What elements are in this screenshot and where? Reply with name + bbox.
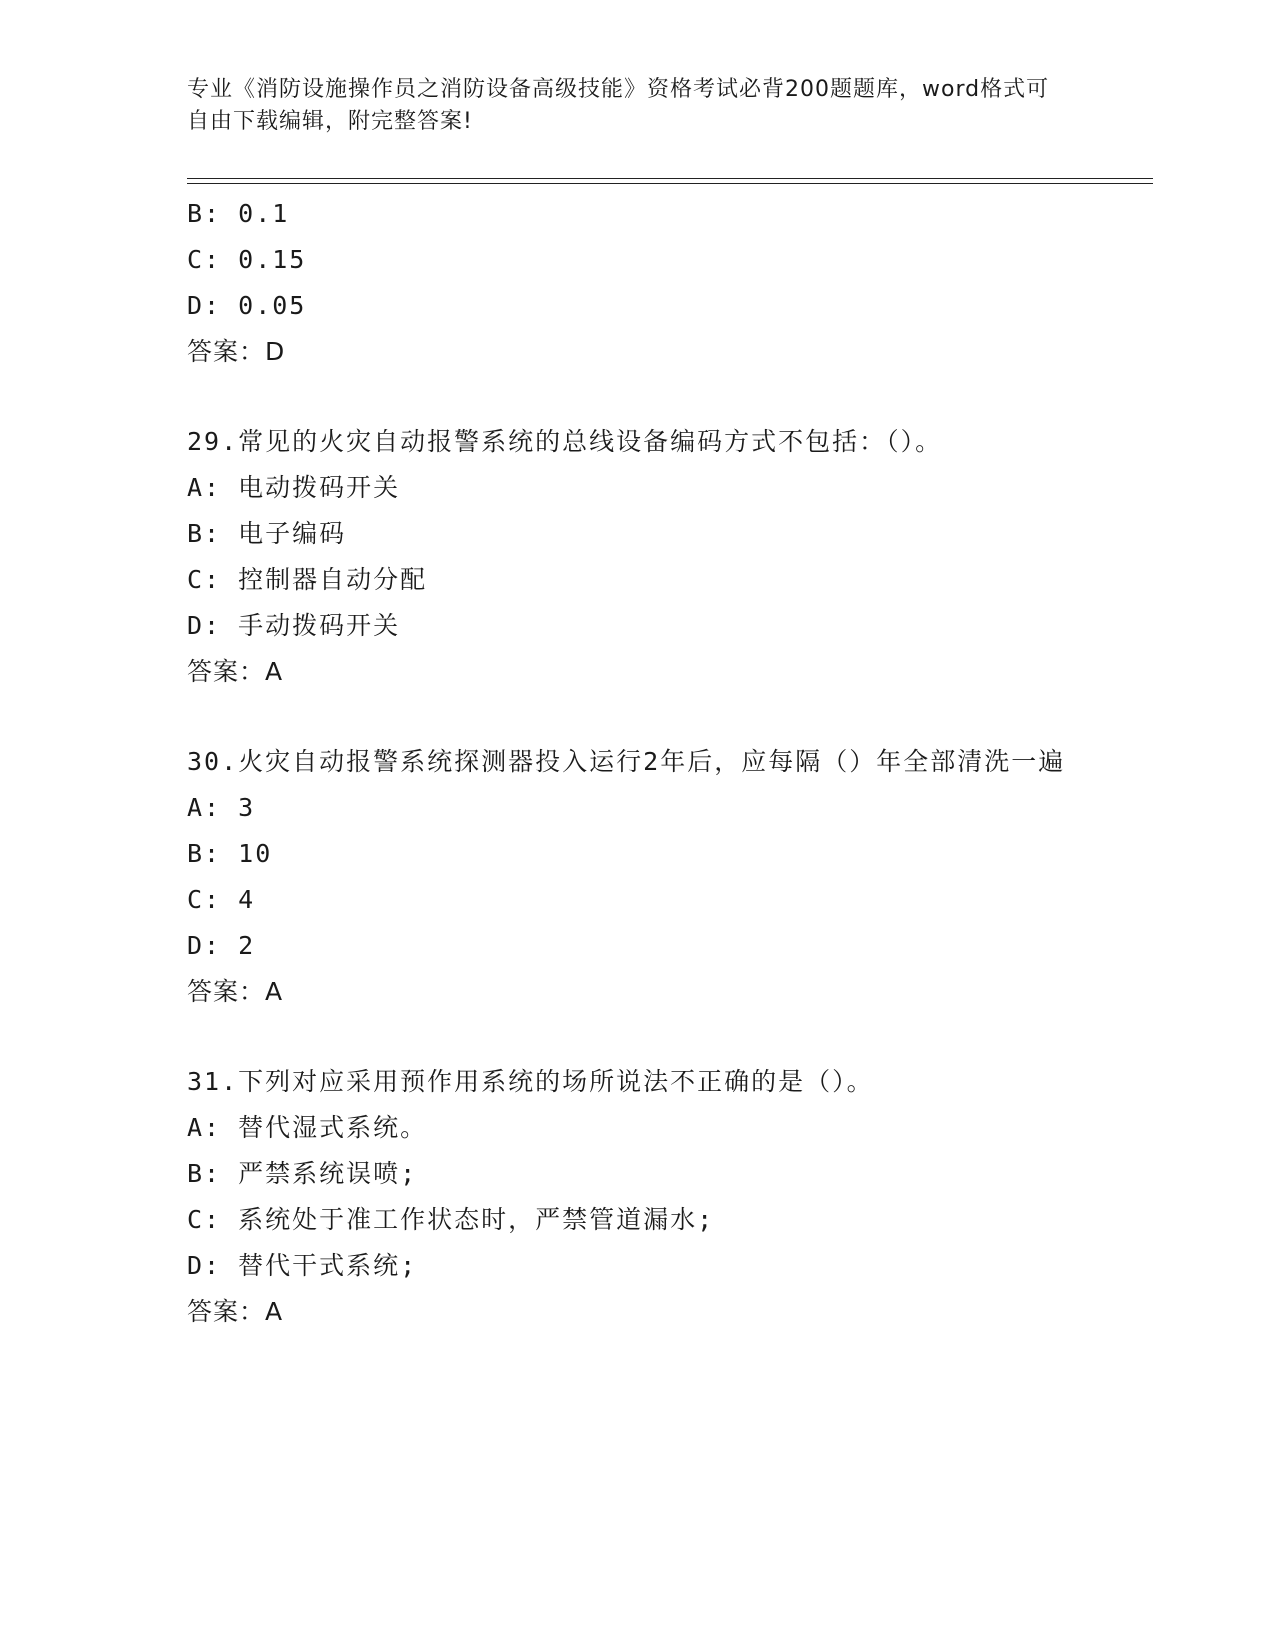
option-c: C: 0.15: [187, 245, 307, 274]
answer-line: 答案：A: [187, 977, 284, 1006]
option-d: D: 2: [187, 931, 256, 960]
question-block-29: [187, 419, 1087, 695]
answer-line: 答案：A: [187, 1297, 284, 1326]
option-b: B: 10: [187, 839, 273, 868]
spacer: [187, 1015, 1087, 1059]
option-d: D: 替代干式系统;: [187, 1251, 418, 1280]
option-c: C: 控制器自动分配: [187, 565, 428, 594]
answer-line: 答案：A: [187, 657, 284, 686]
header-divider-bottom: [187, 183, 1153, 184]
option-d: D: 0.05: [187, 291, 307, 320]
question-list: [187, 191, 1087, 1335]
option-a: A: 替代湿式系统。: [187, 1113, 428, 1142]
header-divider-top: [187, 178, 1153, 179]
question-text: 30.火灾自动报警系统探测器投入运行2年后，应每隔（）年全部清洗一遍: [187, 747, 1066, 776]
option-d: D: 手动拨码开关: [187, 611, 401, 640]
option-a: A: 电动拨码开关: [187, 473, 401, 502]
option-c: C: 4: [187, 885, 256, 914]
option-a: A: 3: [187, 793, 256, 822]
option-b: B: 电子编码: [187, 519, 347, 548]
spacer: [187, 375, 1087, 419]
option-b: B: 0.1: [187, 199, 290, 228]
spacer: [187, 695, 1087, 739]
question-block-31: [187, 1059, 1087, 1335]
question-text: 29.常见的火灾自动报警系统的总线设备编码方式不包括：（）。: [187, 427, 943, 456]
option-c: C: 系统处于准工作状态时，严禁管道漏水;: [187, 1205, 715, 1234]
question-text: 31.下列对应采用预作用系统的场所说法不正确的是（）。: [187, 1067, 874, 1096]
question-block-28: [187, 191, 1087, 375]
question-block-30: [187, 739, 1087, 1015]
answer-line: 答案：D: [187, 337, 286, 366]
option-b: B: 严禁系统误喷;: [187, 1159, 418, 1188]
document-header: 专业《消防设施操作员之消防设备高级技能》资格考试必背200题题库，word格式可自由下载编辑，附完整答案!: [187, 77, 1050, 134]
